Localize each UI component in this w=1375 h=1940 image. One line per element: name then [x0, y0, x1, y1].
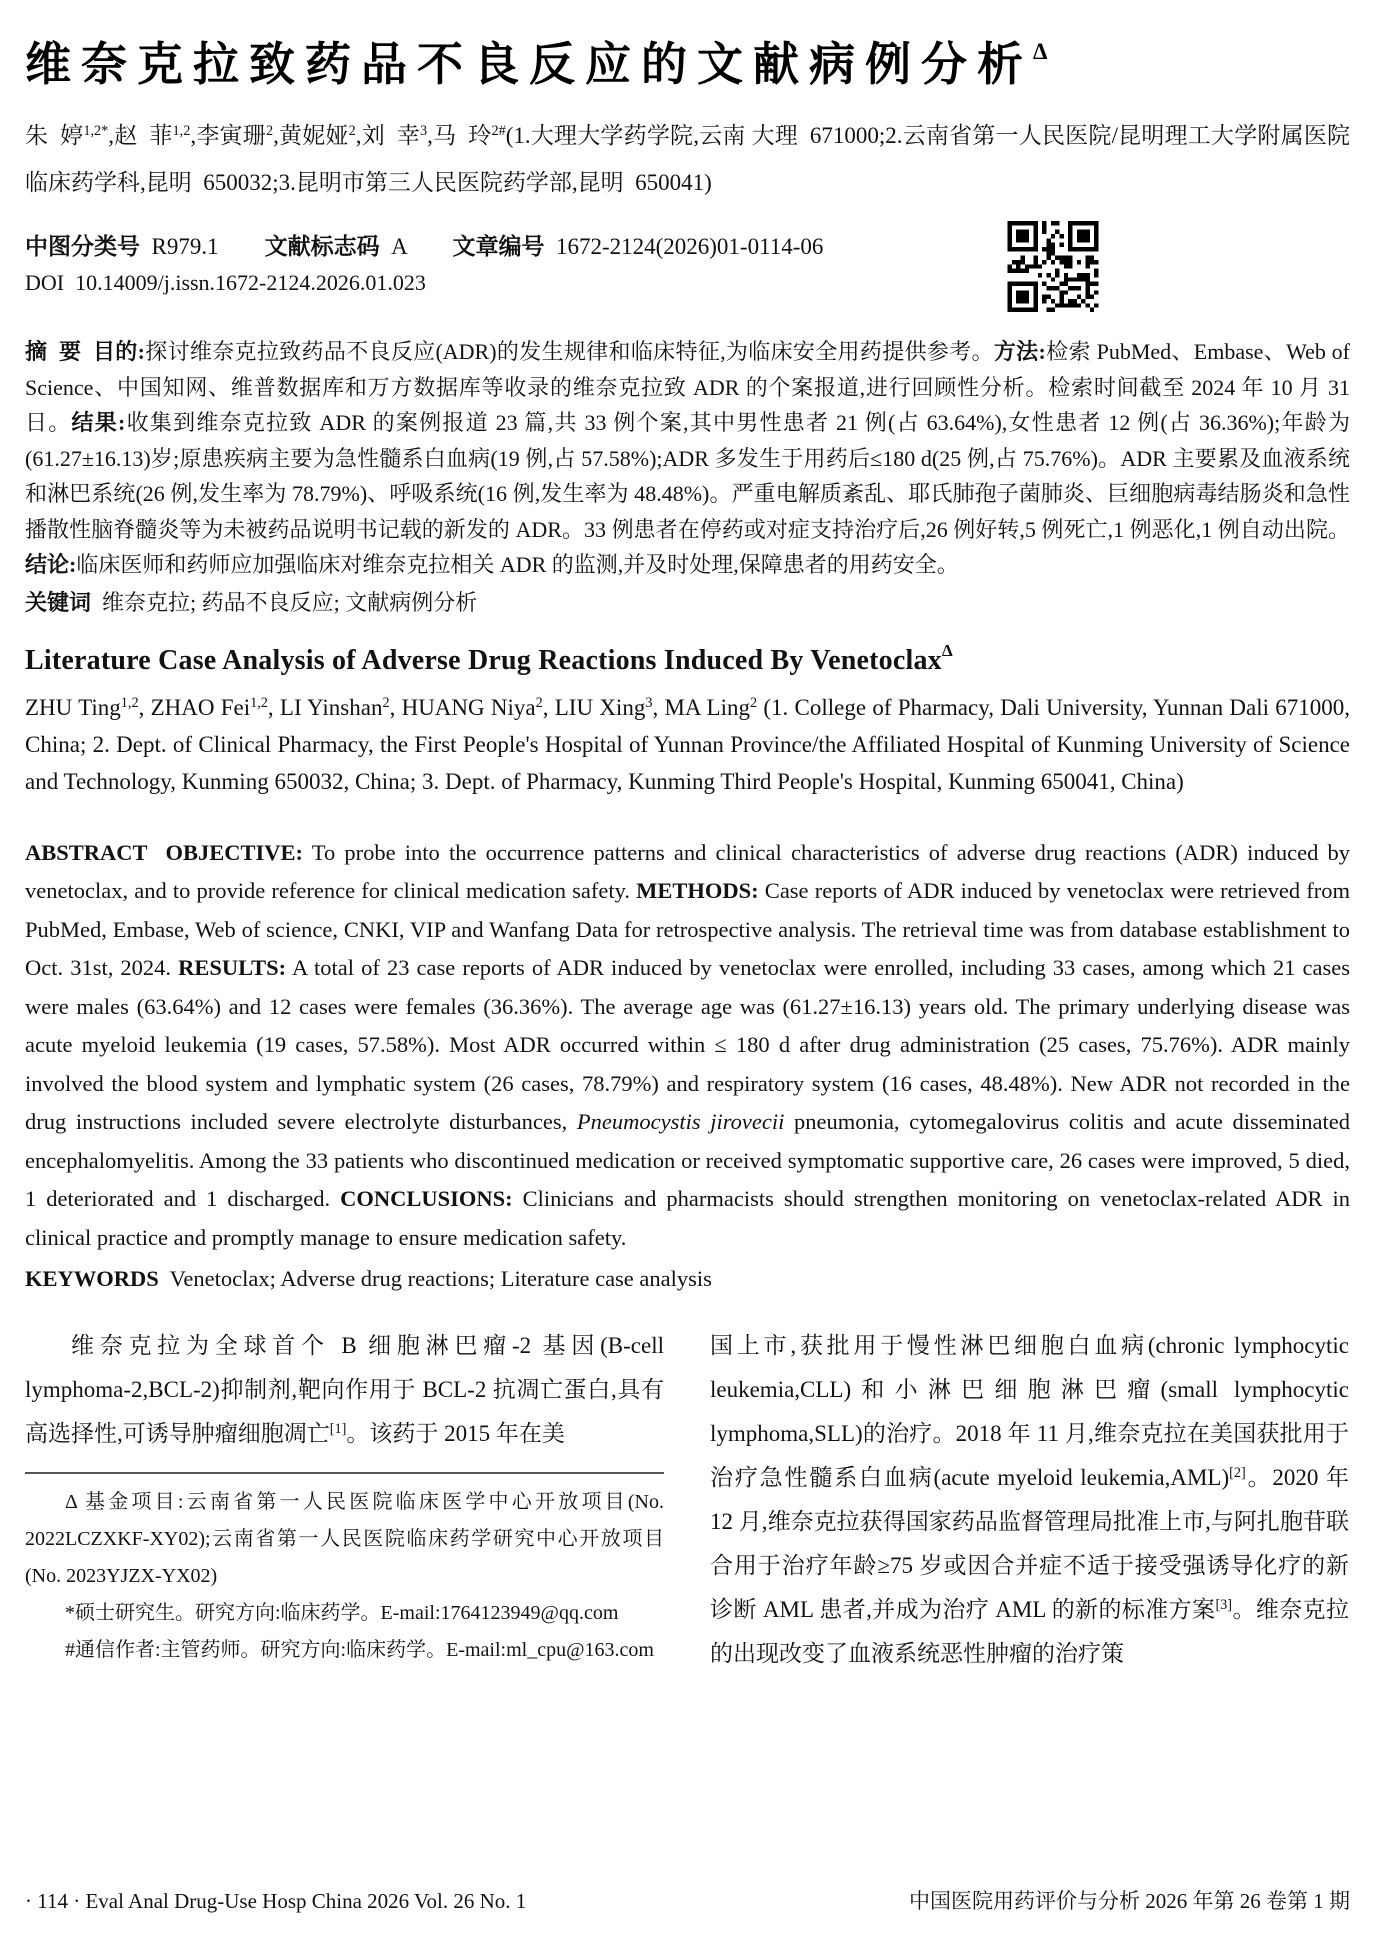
footer-journal-en: · 114 · Eval Anal Drug-Use Hosp China 2026 Vol. 26 No. 1	[25, 1889, 527, 1913]
page-title: 维奈克拉致药品不良反应的文献病例分析$^\Delta$	[25, 39, 1048, 90]
body-right-column	[710, 1324, 1349, 1676]
doi-line: DOI 10.14009/j.issn.1672-2124.2026.01.023	[25, 270, 426, 295]
authors-affiliations-cn: 朱 婷$^{1,2*}$,赵 菲$^{1,2}$,李寅珊$^2$,黄妮娅$^2$,刘 幸$^3$,马 玲$^{2\#}$(1.大理大学药学院,云南 大理 671000;2.云南省第一人民医院/昆明理工大学附属医院临床药学科,昆明 650032;3.昆明市第三人民医院药学部,昆明 650041)	[25, 123, 1351, 195]
keywords-cn: 关键词 维奈克拉; 药品不良反应; 文献病例分析	[25, 589, 478, 615]
authors-affiliations-en: ZHU Ting$^{1,2}$, ZHAO Fei$^{1,2}$, LI Yinshan$^2$, HUANG Niya$^2$, LIU Xing$^3$, MA Ling$^2$ (1. College of Pharmacy, Dali University, Yunnan Dali 671000, China; 2. Dept. of Clinical Pharmacy, the First People's Hospital of Yunnan Province/the Affiliated Hospital of Kunming University of Science and Technology, Kunming 650032, China; 3. Dept. of Pharmacy, Kunming Third People's Hospital, Kunming 650041, China)	[25, 694, 1356, 794]
article-meta	[25, 230, 1350, 302]
intro-paragraph-left: 维奈克拉为全球首个 B 细胞淋巴瘤-2 基因(B-cell lymphoma-2,BCL-2)抑制剂,靶向作用于 BCL-2 抗凋亡蛋白,具有高选择性,可诱导肿瘤细胞凋亡[1]。该药于 2015 年在美	[25, 1333, 664, 1446]
page-title-en: Literature Case Analysis of Adverse Drug Reactions Induced By Venetoclax$^\Delta$	[25, 641, 953, 676]
footnotes	[25, 1484, 664, 1669]
footnote-corresponding: #通信作者:主管药师。研究方向:临床药学。E-mail:ml_cpu@163.com	[65, 1639, 654, 1661]
keywords-en: KEYWORDS Venetoclax; Adverse drug reactions; Literature case analysis	[25, 1266, 712, 1291]
clc-number-line: 中图分类号 R979.1 文献标志码 A 文章编号 1672-2124(2026)01-0114-06	[25, 234, 824, 259]
intro-paragraph-right: 国上市,获批用于慢性淋巴细胞白血病(chronic lymphocytic leukemia,CLL)和小淋巴细胞淋巴瘤(small lymphocytic lymphoma,SLL)的治疗。2018 年 11 月,维奈克拉在美国获批用于治疗急性髓系白血病(acute myeloid leukemia,AML)[2]。2020 年 12 月,维奈克拉获得国家药品监督管理局批准上市,与阿扎胞苷联合用于治疗年龄≥75 岁或因合并症不适于接受强诱导化疗的新诊断 AML 患者,并成为治疗 AML 的新的标准方案[3]。维奈克拉的出现改变了血液系统恶性肿瘤的治疗策	[710, 1333, 1350, 1666]
body-left-column	[25, 1324, 664, 1676]
page-footer	[25, 1886, 1350, 1916]
footnote-first-author: *硕士研究生。研究方向:临床药学。E-mail:1764123949@qq.com	[65, 1602, 619, 1624]
footnote-divider	[25, 1472, 664, 1474]
footer-journal-cn: 中国医院用药评价与分析 2026 年第 26 卷第 1 期	[909, 1889, 1350, 1913]
qr-code	[1006, 221, 1100, 312]
abstract-cn: 摘 要 目的:探讨维奈克拉致药品不良反应(ADR)的发生规律和临床特征,为临床安全用药提供参考。方法:检索 PubMed、Embase、Web of Science、中国知网、维普数据库和万方数据库等收录的维奈克拉致 ADR 的个案报道,进行回顾性分析。检索时间截至 2024 年 10 月 31 日。结果:收集到维奈克拉致 ADR 的案例报道 23 篇,共 33 例个案,其中男性患者 21 例(占 63.64%),女性患者 12 例(占 36.36%);年龄为(61.27±16.13)岁;原患疾病主要为急性髓系白血病(19 例,占 57.58%);ADR 多发生于用药后≤180 d(25 例,占 75.76%)。ADR 主要累及血液系统和淋巴系统(26 例,发生率为 78.79%)、呼吸系统(16 例,发生率为 48.48%)。严重电解质紊乱、耶氏肺孢子菌肺炎、巨细胞病毒结肠炎和急性播散性脑脊髓炎等为未被药品说明书记载的新发的 ADR。33 例患者在停药或对症支持治疗后,26 例好转,5 例死亡,1 例恶化,1 例自动出院。结论:临床医师和药师应加强临床对维奈克拉相关 ADR 的监测,并及时处理,保障患者的用药安全。	[25, 339, 1356, 577]
body-columns	[25, 1324, 1350, 1676]
footnote-fund: Δ 基金项目:云南省第一人民医院临床医学中心开放项目(No. 2022LCZXKF-XY02);云南省第一人民医院临床药学研究中心开放项目(No. 2023YJZX-YX02)	[25, 1491, 664, 1587]
abstract-en: ABSTRACT OBJECTIVE: To probe into the occurrence patterns and clinical characteristics of adverse drug reactions (ADR) induced by venetoclax, and to provide reference for clinical medication safety. METHODS: Case reports of ADR induced by venetoclax were retrieved from PubMed, Embase, Web of science, CNKI, VIP and Wanfang Data for retrospective analysis. The retrieval time was from database establishment to Oct. 31st, 2024. RESULTS: A total of 23 case reports of ADR induced by venetoclax were enrolled, including 33 cases, among which 21 cases were males (63.64%) and 12 cases were females (36.36%). The average age was (61.27±16.13) years old. The primary underlying disease was acute myeloid leukemia (19 cases, 57.58%). Most ADR occurred within ≤ 180 d after drug administration (25 cases, 75.76%). ADR mainly involved the blood system and lymphatic system (26 cases, 78.79%) and respiratory system (16 cases, 48.48%). New ADR not recorded in the drug instructions included severe electrolyte disturbances, Pneumocystis jirovecii pneumonia, cytomegalovirus colitis and acute disseminated encephalomyelitis. Among the 33 patients who discontinued medication or received symptomatic supportive care, 26 cases were improved, 5 died, 1 deteriorated and 1 discharged. CONCLUSIONS: Clinicians and pharmacists should strengthen monitoring on venetoclax-related ADR in clinical practice and promptly manage to ensure medication safety.	[25, 839, 1356, 1250]
